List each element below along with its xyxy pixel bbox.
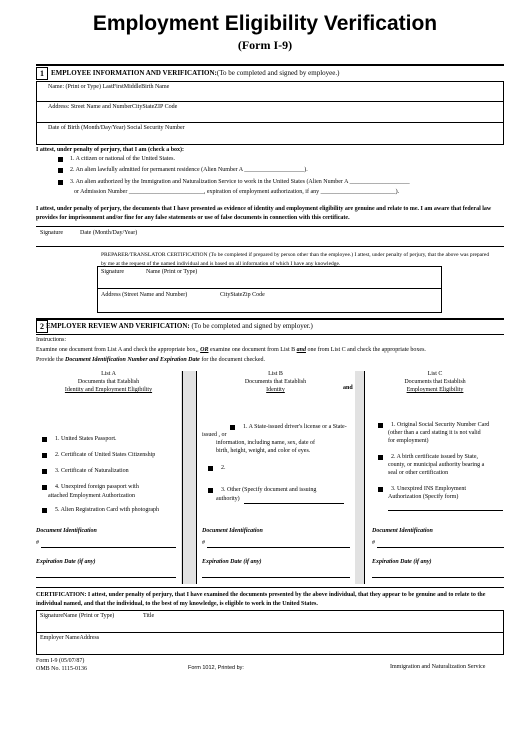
citizen-option-label: 1. A citizen or national of the United States. [70, 156, 175, 162]
list-a-b-separator [181, 371, 196, 584]
list-b-c-separator [355, 371, 364, 584]
list-b-item: 3. Other (Specify document and issuing [221, 487, 317, 493]
section1-heading: EMPLOYEE INFORMATION AND VERIFICATION:(To be completed and signed by employee.) [51, 69, 340, 77]
list-c-doc-id-field[interactable] [377, 547, 504, 548]
separator-a-left [182, 371, 183, 584]
employee-signature-field[interactable] [36, 246, 504, 247]
list-a-subtitle2: Identity and Employment Eligibility [64, 387, 153, 393]
list-b-item: information, including name, sex, date of [216, 440, 315, 446]
passport-checkbox[interactable] [42, 437, 47, 442]
list-c-item: 2. A birth certificate issued by State, [391, 454, 478, 460]
list-a-exp-label: Expiration Date (if any) [36, 559, 96, 565]
list-b-doc-id-label: Document Identification [202, 528, 263, 534]
list-b-item: birth, height, weight, and color of eyes. [216, 448, 311, 454]
list-a-item: 5. Alien Registration Card with photograph [55, 507, 159, 513]
section2-number: 2 [36, 320, 48, 333]
list-c-subtitle1: Documents that Establish [404, 379, 466, 385]
list-c-doc-id-label: Document Identification [372, 528, 433, 534]
preparer-cityzip-label: CityStateZip Code [220, 292, 265, 298]
list-b-item: authority) [216, 496, 240, 502]
instructions-label: Instructions: [36, 337, 66, 343]
list-a-title: List A [101, 371, 116, 377]
preparer-right-border [441, 266, 442, 312]
preparer-signature-label: Signature [101, 269, 124, 275]
list-b-exp-field[interactable] [202, 577, 350, 578]
separator-a-right [196, 371, 197, 584]
section1-top-rule [36, 64, 504, 66]
ins-authorization-checkbox[interactable] [378, 487, 383, 492]
employee-date-label: Date (Month/Day/Year) [80, 230, 138, 236]
preparer-address-label: Address (Street Name and Number) [101, 292, 188, 298]
name-field-label: Name: (Print or Type) LastFirstMiddleBirth Name [48, 84, 170, 90]
list-a-item: 2. Certificate of United States Citizenship [55, 452, 156, 458]
printed-by: Form 1012, Printed by: [188, 665, 244, 671]
authorized-alien-checkbox[interactable] [58, 180, 63, 185]
employer-signature-label: SignatureName (Print or Type) [40, 613, 115, 619]
dob-ssn-field[interactable] [36, 144, 504, 145]
other-document-checkbox[interactable] [208, 488, 213, 493]
address-field-label: Address: Street Name and NumberCityStateZIP Code [48, 104, 178, 110]
other-document-field[interactable] [244, 503, 344, 504]
employer-name-address-field[interactable] [36, 654, 504, 655]
employee-attestation: I attest, under penalty of perjury, the documents that I have presented as evidence of identity and employment eligibility are genuine and relate to me. I am aware that federal law provides for imprisonment and/or fine for any false statements or use of false documents in connection with this certificate. [36, 206, 492, 221]
attest-heading: I attest, under penalty of perjury, that I am (check a box): [36, 147, 185, 153]
list-b-item: issued , or [202, 432, 227, 438]
list-c-item: 3. Unexpired INS Employment [391, 486, 466, 492]
section2-top-rule [36, 318, 504, 320]
list-a-doc-id-label: Document Identification [36, 528, 97, 534]
dob-ssn-field-label: Date of Birth (Month/Day/Year) Social Security Number [48, 125, 185, 131]
form-title: Employment Eligibility Verification [92, 12, 438, 35]
list-c-exp-field[interactable] [372, 577, 504, 578]
form-subtitle: (Form I-9) [237, 38, 293, 52]
employer-title-label: Title [143, 613, 155, 619]
list-c-item: (other than a card stating it is not valid [388, 430, 481, 436]
list-c-item: county, or municipal authority bearing a [388, 462, 485, 468]
employer-certification: CERTIFICATION: I attest, under penalty of perjury, that I have examined the documents presented by the above individual, that they appear to be genuine and to relate to the individual named, and that the individual, to the best of my knowledge, is eligible to work in the United States. [36, 592, 486, 607]
authorized-alien-option-label: 3. An alien authorized by the Immigration and Naturalization Service to work in the United States (Alien Number A ____________________ [70, 179, 410, 185]
list-a-item: 4. Unexpired foreign passport with [55, 484, 139, 490]
name-field[interactable] [36, 101, 504, 102]
address-field[interactable] [36, 122, 504, 123]
list-b-title: List B [268, 371, 283, 377]
list-b-subtitle2: Identity [266, 387, 285, 393]
alien-card-checkbox[interactable] [42, 508, 47, 513]
list-c-title: List C [427, 371, 443, 377]
drivers-license-checkbox[interactable] [230, 425, 235, 430]
list-c-hash: # [372, 540, 375, 546]
instructions-line2: Provide the Document Identification Number and Expiration Date for the document checked. [36, 357, 265, 363]
list-a-hash: # [36, 540, 39, 546]
permanent-resident-checkbox[interactable] [58, 168, 63, 173]
preparer-address-field[interactable] [97, 312, 442, 313]
form-id: Form I-9 (05/07/87) [36, 658, 85, 664]
signature-top-rule [36, 226, 504, 227]
naturalization-cert-checkbox[interactable] [42, 469, 47, 474]
list-c-item: seal or other certification [388, 470, 449, 476]
section1-left-border [36, 81, 37, 144]
birth-certificate-checkbox[interactable] [378, 455, 383, 460]
list-c-item: Authorization (Specify form) [388, 494, 459, 500]
list-b-subtitle1: Documents that Establish [244, 379, 307, 385]
employer-signature-top-rule [36, 610, 504, 611]
preparer-left-border [97, 266, 98, 312]
preparer-certification: PREPARER/TRANSLATOR CERTIFICATION (To be completed if prepared by person other than the employee.) I attest, under penalty of perjury, that the above was prepared by me at the request of the named individual and is based on all information of which I have any knowledge. [101, 252, 490, 267]
citizenship-cert-checkbox[interactable] [42, 453, 47, 458]
ssn-card-checkbox[interactable] [378, 423, 383, 428]
section2-heading: EMPLOYER REVIEW AND VERIFICATION: (To be completed and signed by employer.) [46, 322, 313, 330]
list-a-subtitle1: Documents that Establish [77, 379, 140, 385]
list-a-item: 3. Certificate of Naturalization [55, 468, 129, 474]
permanent-resident-option-label: 2. An alien lawfully admitted for permanent residence (Alien Number A ____________________). [70, 167, 308, 173]
certification-top-rule [36, 587, 504, 588]
foreign-passport-checkbox[interactable] [42, 485, 47, 490]
list-c-item: for employment) [388, 438, 429, 444]
list-a-item: 1. United States Passport. [55, 436, 117, 442]
and-label: and [343, 385, 353, 391]
separator-c-left [364, 371, 365, 584]
preparer-top-rule [97, 266, 442, 267]
list-b-exp-label: Expiration Date (if any) [202, 559, 262, 565]
list-a-item-cont: attached Employment Authorization [48, 493, 135, 499]
agency-name: Immigration and Naturalization Service [390, 664, 486, 670]
instructions-line1: Examine one document from List A and check the appropriate box,, OR examine one document from List B and one from List C and check the appropriate boxes. [36, 347, 426, 353]
list-a-exp-field[interactable] [36, 577, 176, 578]
omb-number: OMB No. 1115-0136 [36, 666, 88, 672]
list-b-doc-id-field[interactable] [207, 547, 350, 548]
admission-number-line: or Admission Number _________________________, expiration of employment authorization, if any _________________________). [74, 189, 400, 195]
list-b-item: 2. [221, 465, 226, 471]
employee-signature-label: Signature [40, 230, 63, 236]
employer-name-address-label: Employer NameAddress [40, 635, 100, 641]
list-b-hash: # [202, 540, 205, 546]
employer-signature-field[interactable] [36, 632, 504, 633]
preparer-signature-field[interactable] [97, 288, 442, 289]
list-a-doc-id-field[interactable] [41, 547, 176, 548]
ins-form-field[interactable] [388, 510, 503, 511]
list-b-item2-checkbox[interactable] [208, 466, 213, 471]
list-c-subtitle2: Employment Eligibility [406, 387, 464, 393]
section1-heading-rule [36, 81, 504, 82]
list-c-exp-label: Expiration Date (if any) [372, 559, 432, 565]
section1-number: 1 [36, 67, 48, 80]
section2-heading-rule [36, 334, 504, 335]
section1-right-border [503, 81, 504, 144]
list-c-item: 1. Original Social Security Number Card [391, 422, 490, 428]
list-b-item: 1. A State-issued driver's license or a State- [243, 424, 347, 430]
citizen-checkbox[interactable] [58, 157, 63, 162]
preparer-name-label: Name (Print or Type) [146, 269, 198, 275]
